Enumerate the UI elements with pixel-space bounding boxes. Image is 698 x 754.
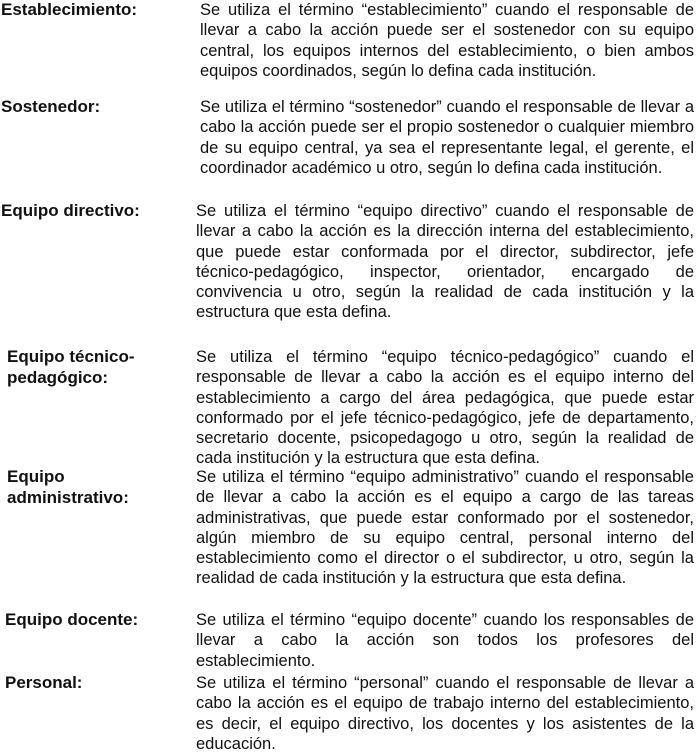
term-equipo-tecnico-pedagogico-line-2: pedagógico: [7, 367, 109, 387]
term-establecimiento: Establecimiento: [1, 0, 138, 19]
entry-equipo-directivo [0, 201, 698, 346]
definition-equipo-tecnico-pedagogico: Se utiliza el término “equipo técnico-pedagógico” cuando el responsable de llevar a cabo la acción es el equipo interno del establecimiento a cargo del área pedagógica, que puede estar conformado por el jefe técnico-pedagógico, jefe de departamento, secretario docente, psicopedagogo u otro, según la realidad de cada institución y la estructura que esta defina. [196, 348, 694, 468]
definition-equipo-docente: Se utiliza el término “equipo docente” cuando los responsables de llevar a cabo la acción son todos los profesores del establecimiento. [196, 611, 694, 670]
term-equipo-docente: Equipo docente: [5, 610, 139, 629]
definition-equipo-directivo: Se utiliza el término “equipo directivo” cuando el responsable de llevar a cabo la acción es la dirección interna del establecimiento, que puede estar conformada por el director, subdirector, jefe técnico-pedagógico, inspector, orientador, encargado de convivencia u otro, según la realidad de cada institución y la estructura que esta defina. [196, 202, 694, 322]
term-equipo-directivo: Equipo directivo: [1, 201, 140, 220]
entry-equipo-tecnico-pedagogico [0, 347, 698, 467]
term-personal: Personal: [5, 673, 83, 692]
term-equipo-administrativo [7, 467, 129, 508]
definition-sostenedor: Se utiliza el término “sostenedor” cuando el responsable de llevar a cabo la acción puede ser el propio sostenedor o cualquier miembro de su equipo central, ya sea el representante legal, el gerente, el coordinador académico u otro, según lo defina cada institución. [200, 98, 694, 177]
term-equipo-administrativo-line-1: Equipo [7, 467, 65, 486]
definition-personal: Se utiliza el término “personal” cuando el responsable de llevar a cabo la acción es el equipo de trabajo interno del establecimiento, es decir, el equipo directivo, los docentes y los asistentes de la educación. [196, 674, 694, 753]
entry-sostenedor [0, 97, 698, 200]
definition-equipo-administrativo: Se utiliza el término “equipo administrativo” cuando el responsable de llevar a cabo la acción es el equipo a cargo de las tareas administrativas, que puede estar conformado por el sostenedor, algún miembro de su equipo central, personal interno del establecimiento como el director o el subdirector, u otro, según la realidad de cada institución y la estructura que esta defina. [196, 468, 694, 588]
term-equipo-administrativo-line-2: administrativo: [7, 487, 129, 507]
term-equipo-tecnico-pedagogico [7, 347, 135, 388]
entry-equipo-administrativo [0, 467, 698, 607]
entry-equipo-docente [0, 610, 698, 672]
definition-establecimiento: Se utiliza el término “establecimiento” cuando el responsable de llevar a cabo la acción puede ser el sostenedor con su equipo central, los equipos internos del establecimiento, o bien ambos equipos coordinados, según lo defina cada institución. [200, 1, 694, 80]
entry-establecimiento [0, 0, 698, 103]
entry-personal [0, 673, 698, 754]
term-equipo-tecnico-pedagogico-line-1: Equipo técnico- [7, 347, 135, 366]
term-sostenedor: Sostenedor: [1, 97, 101, 116]
